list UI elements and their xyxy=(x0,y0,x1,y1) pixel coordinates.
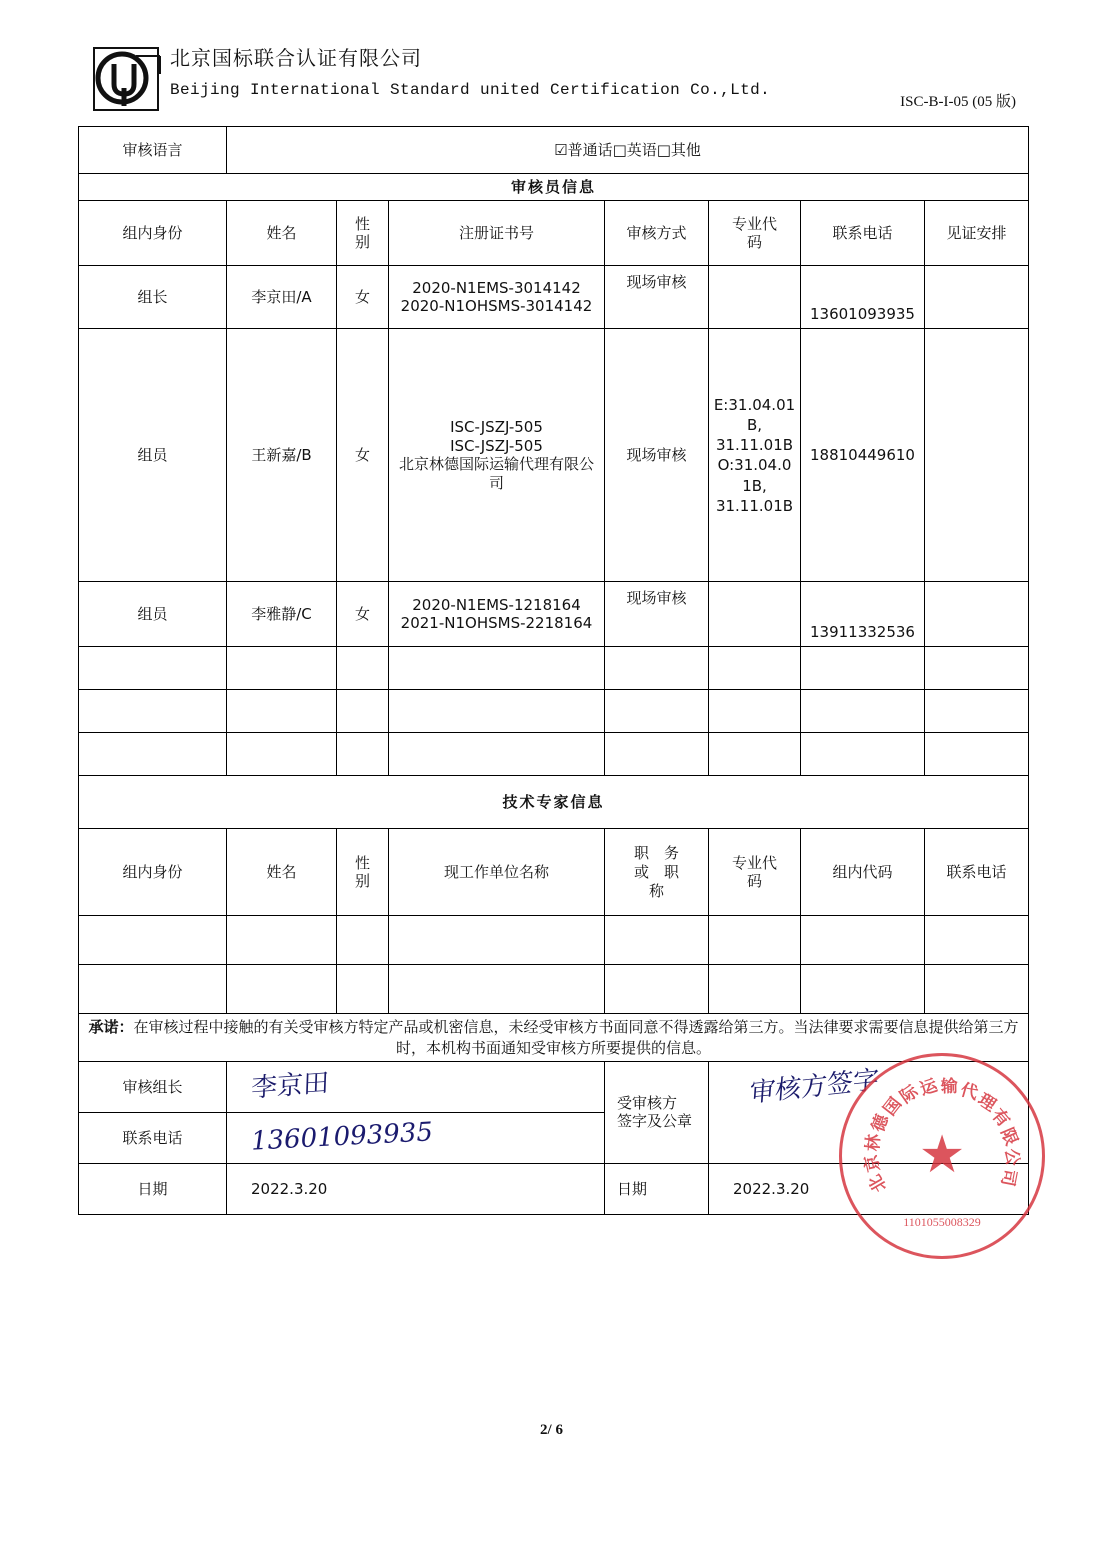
auditor-role-3: 组员 xyxy=(79,582,227,647)
signature-leader-row xyxy=(79,1061,1029,1112)
col-expert-phone: 联系电话 xyxy=(925,829,1029,916)
commitment-text: 在审核过程中接触的有关受审核方特定产品或机密信息，未经受审核方书面同意不得透露给第三方。当法律要求需要信息提供给第三方时，本机构书面通知受审核方所要提供的信息。 xyxy=(133,1018,1019,1057)
leader-label: 审核组长 xyxy=(79,1061,227,1112)
expert-section-title-row xyxy=(79,776,1029,829)
auditor-witness-3 xyxy=(925,582,1029,647)
date-label: 日期 xyxy=(79,1163,227,1214)
signature-date-row xyxy=(79,1163,1029,1214)
col-name: 姓名 xyxy=(227,201,337,266)
party-label-line2: 签字及公章 xyxy=(617,1112,693,1131)
col-expert-name: 姓名 xyxy=(227,829,337,916)
party-date-value: 2022.3.20 xyxy=(709,1163,1029,1214)
auditor-cert-1 xyxy=(389,266,605,329)
col-expert-spec: 专业代 码 xyxy=(709,829,801,916)
expert-header-row xyxy=(79,829,1029,916)
seal-arc-text: 北 京 林 德 国 际 运 输 代 理 有 限 公 司 xyxy=(861,1075,1023,1196)
page-number: 2/ 6 xyxy=(540,1422,563,1438)
party-label xyxy=(605,1061,709,1163)
language-row xyxy=(79,127,1029,174)
date-value: 2022.3.20 xyxy=(227,1163,605,1214)
auditor-name-1: 李京田/A xyxy=(227,266,337,329)
auditor-cert-1-line2: 2020-N1OHSMS-3014142 xyxy=(400,297,593,316)
form-sheet xyxy=(78,34,1028,1215)
auditor-cert-2-line1: ISC-JSZJ-505 xyxy=(450,417,543,436)
table-row-empty xyxy=(79,965,1029,1014)
language-options[interactable]: ☑普通话□英语□其他 xyxy=(227,127,1029,174)
audit-form-table xyxy=(78,126,1029,1215)
auditor-name-2: 王新嘉/B xyxy=(227,329,337,582)
auditor-witness-2 xyxy=(925,329,1029,582)
col-cert: 注册证书号 xyxy=(389,201,605,266)
leader-signature-cell[interactable] xyxy=(227,1061,605,1112)
phone-handwritten: 13601093935 xyxy=(250,1117,434,1157)
star-icon: ★ xyxy=(918,1127,966,1184)
table-row xyxy=(79,329,1029,582)
auditor-gender-1: 女 xyxy=(337,266,389,329)
auditor-cert-1-line1: 2020-N1EMS-3014142 xyxy=(412,278,581,297)
auditor-section-title-row xyxy=(79,174,1029,201)
auditor-role-2: 组员 xyxy=(79,329,227,582)
auditor-cert-2 xyxy=(389,329,605,582)
company-name-en: Beijing International Standard united Certification Co.,Ltd. xyxy=(170,81,771,99)
auditor-phone-1: 13601093935 xyxy=(801,266,925,329)
auditor-phone-2: 18810449610 xyxy=(801,329,925,582)
col-phone: 联系电话 xyxy=(801,201,925,266)
col-expert-role: 组内身份 xyxy=(79,829,227,916)
auditor-method-1: 现场审核 xyxy=(605,266,709,329)
seal-code: 1101055008329 xyxy=(903,1215,981,1229)
auditor-spec-3 xyxy=(709,582,801,647)
party-label-line1: 受审核方 xyxy=(617,1093,678,1112)
auditor-section-title: 审核员信息 xyxy=(79,174,1029,201)
commitment-cell xyxy=(79,1014,1029,1062)
auditor-spec-1 xyxy=(709,266,801,329)
auditor-cert-3-line2: 2021-N1OHSMS-2218164 xyxy=(400,614,593,633)
auditor-method-3: 现场审核 xyxy=(605,582,709,647)
auditor-phone-3: 13911332536 xyxy=(801,582,925,647)
col-expert-title: 职 务 或 职 称 xyxy=(605,829,709,916)
leader-signature: 李京田 xyxy=(250,1068,330,1104)
table-row xyxy=(79,582,1029,647)
table-row-empty xyxy=(79,733,1029,776)
auditor-witness-1 xyxy=(925,266,1029,329)
auditor-name-3: 李雅静/C xyxy=(227,582,337,647)
auditor-gender-3: 女 xyxy=(337,582,389,647)
phone-value-cell[interactable] xyxy=(227,1112,605,1163)
col-expert-gender: 性 别 xyxy=(337,829,389,916)
table-row-empty xyxy=(79,690,1029,733)
auditor-header-row xyxy=(79,201,1029,266)
col-witness: 见证安排 xyxy=(925,201,1029,266)
auditor-cert-3-line1: 2020-N1EMS-1218164 xyxy=(412,595,581,614)
commitment-row xyxy=(79,1014,1029,1062)
table-row xyxy=(79,266,1029,329)
expert-section-title: 技术专家信息 xyxy=(79,776,1029,829)
company-name-cn: 北京国标联合认证有限公司 xyxy=(170,46,422,70)
table-row-empty xyxy=(79,916,1029,965)
commitment-label: 承诺： xyxy=(88,1018,134,1037)
auditor-cert-3 xyxy=(389,582,605,647)
party-date-label: 日期 xyxy=(605,1163,709,1214)
col-method: 审核方式 xyxy=(605,201,709,266)
col-expert-workplace: 现工作单位名称 xyxy=(389,829,605,916)
phone-label: 联系电话 xyxy=(79,1112,227,1163)
document-header xyxy=(78,34,1028,126)
auditor-gender-2: 女 xyxy=(337,329,389,582)
col-expert-group-code: 组内代码 xyxy=(801,829,925,916)
auditor-method-2: 现场审核 xyxy=(605,329,709,582)
auditor-cert-2-line2: ISC-JSZJ-505 xyxy=(450,436,543,455)
party-signature-cell[interactable] xyxy=(709,1061,1029,1163)
col-role: 组内身份 xyxy=(79,201,227,266)
language-label: 审核语言 xyxy=(79,127,227,174)
document-code: ISC-B-I-05 (05 版) xyxy=(900,94,1016,110)
party-signature: 审核方签字 xyxy=(748,1064,880,1109)
circular-logo-icon xyxy=(92,44,164,114)
auditor-spec-2: E:31.04.01B, 31.11.01B O:31.04.01B, 31.11.01B xyxy=(709,329,801,582)
col-spec-code: 专业代 码 xyxy=(709,201,801,266)
auditor-role-1: 组长 xyxy=(79,266,227,329)
table-row-empty xyxy=(79,647,1029,690)
auditor-cert-2-line3: 北京林德国际运输代理有限公司 xyxy=(398,455,594,492)
col-gender: 性 别 xyxy=(337,201,389,266)
company-name-block xyxy=(170,42,770,99)
